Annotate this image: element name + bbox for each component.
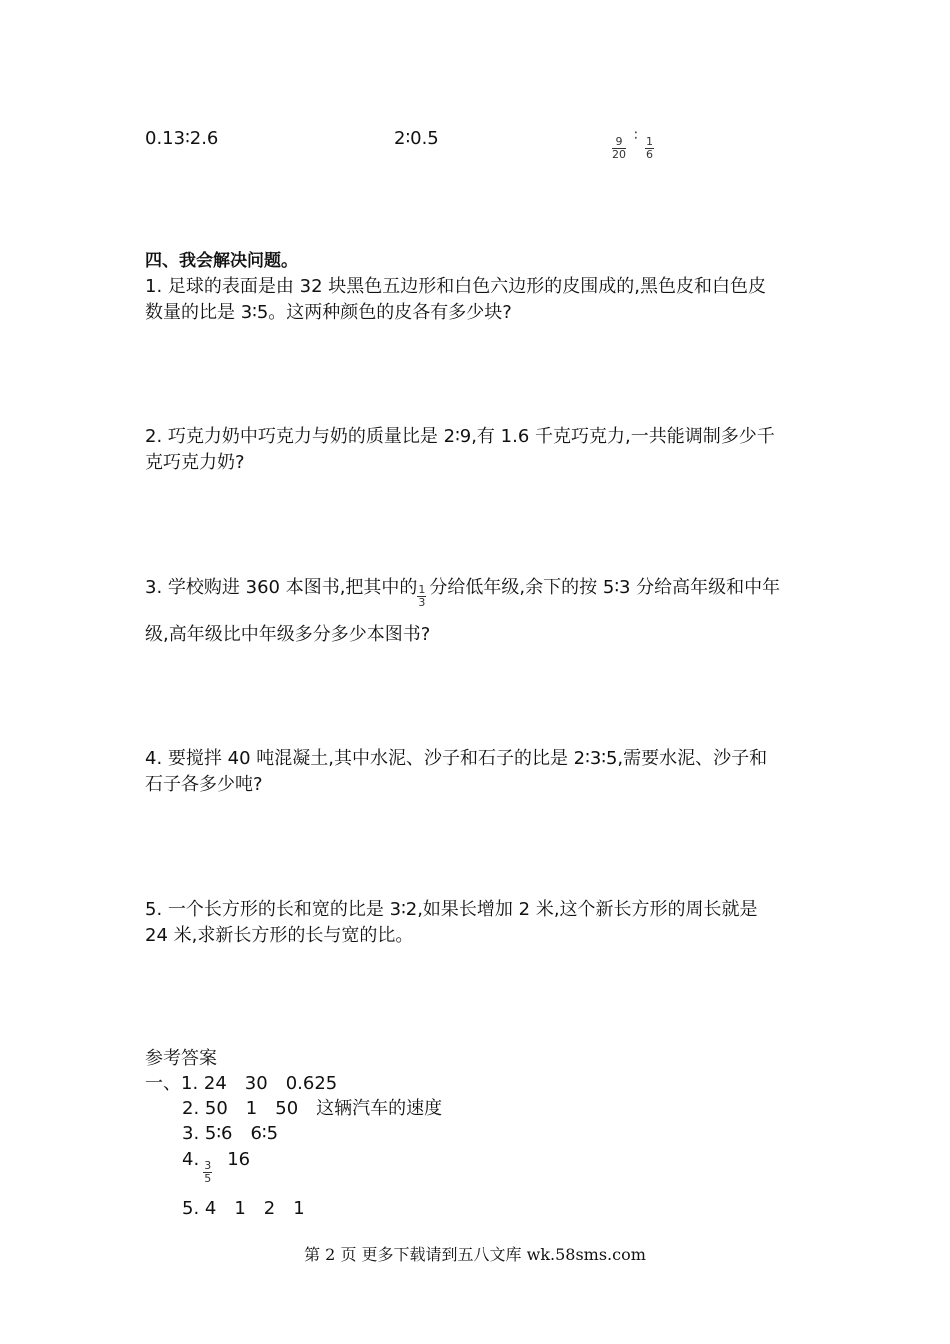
ratio-item-1: 0.13∶2.6 [145,128,219,149]
ratio-colon: ∶ [634,128,638,144]
fraction-1-6: 1 6 [646,135,653,161]
question-5-line-1: 5. 一个长方形的长和宽的比是 3∶2,如果长增加 2 米,这个新长方形的周长就是 [145,899,758,920]
answer-4-prefix: 4. [182,1149,200,1170]
answer-2: 2. 50 1 50 这辆汽车的速度 [182,1098,443,1119]
question-5-line-2: 24 米,求新长方形的长与宽的比。 [145,925,414,946]
question-1-line-1: 1. 足球的表面是由 32 块黑色五边形和白色六边形的皮围成的,黑色皮和白色皮 [145,276,766,297]
answer-1: 一、1. 24 30 0.625 [145,1073,338,1094]
fraction-3-5: 3 5 [204,1159,212,1185]
answers-title: 参考答案 [145,1048,217,1069]
fraction-9-20: 9 20 [612,135,626,161]
question-2-line-1: 2. 巧克力奶中巧克力与奶的质量比是 2∶9,有 1.6 千克巧克力,一共能调制多少千 [145,426,775,447]
question-4-line-2: 石子各多少吨? [145,774,263,795]
question-3-line-1 [145,575,781,609]
question-3-text-start: 3. 学校购进 360 本图书,把其中的 [145,577,418,598]
question-1-line-2: 数量的比是 3∶5。这两种颜色的皮各有多少块? [145,302,512,323]
answer-4-value: 16 [227,1149,251,1170]
answer-4 [182,1147,251,1185]
question-3-text-end: 分给低年级,余下的按 5∶3 分给高年级和中年 [429,577,781,598]
answer-3: 3. 5∶6 6∶5 [182,1123,279,1144]
answer-5: 5. 4 1 2 1 [182,1198,305,1219]
page-footer: 第 2 页 更多下载请到五八文库 wk.58sms.com [304,1245,646,1264]
ratio-item-2: 2∶0.5 [394,128,439,149]
question-2-line-2: 克巧克力奶? [145,452,245,473]
question-3-line-2: 级,高年级比中年级多分多少本图书? [145,624,431,645]
section-4-heading: 四、我会解决问题。 [145,251,298,271]
fraction-1-3: 1 3 [418,583,426,609]
question-4-line-1: 4. 要搅拌 40 吨混凝土,其中水泥、沙子和石子的比是 2∶3∶5,需要水泥、沙子和 [145,748,768,769]
